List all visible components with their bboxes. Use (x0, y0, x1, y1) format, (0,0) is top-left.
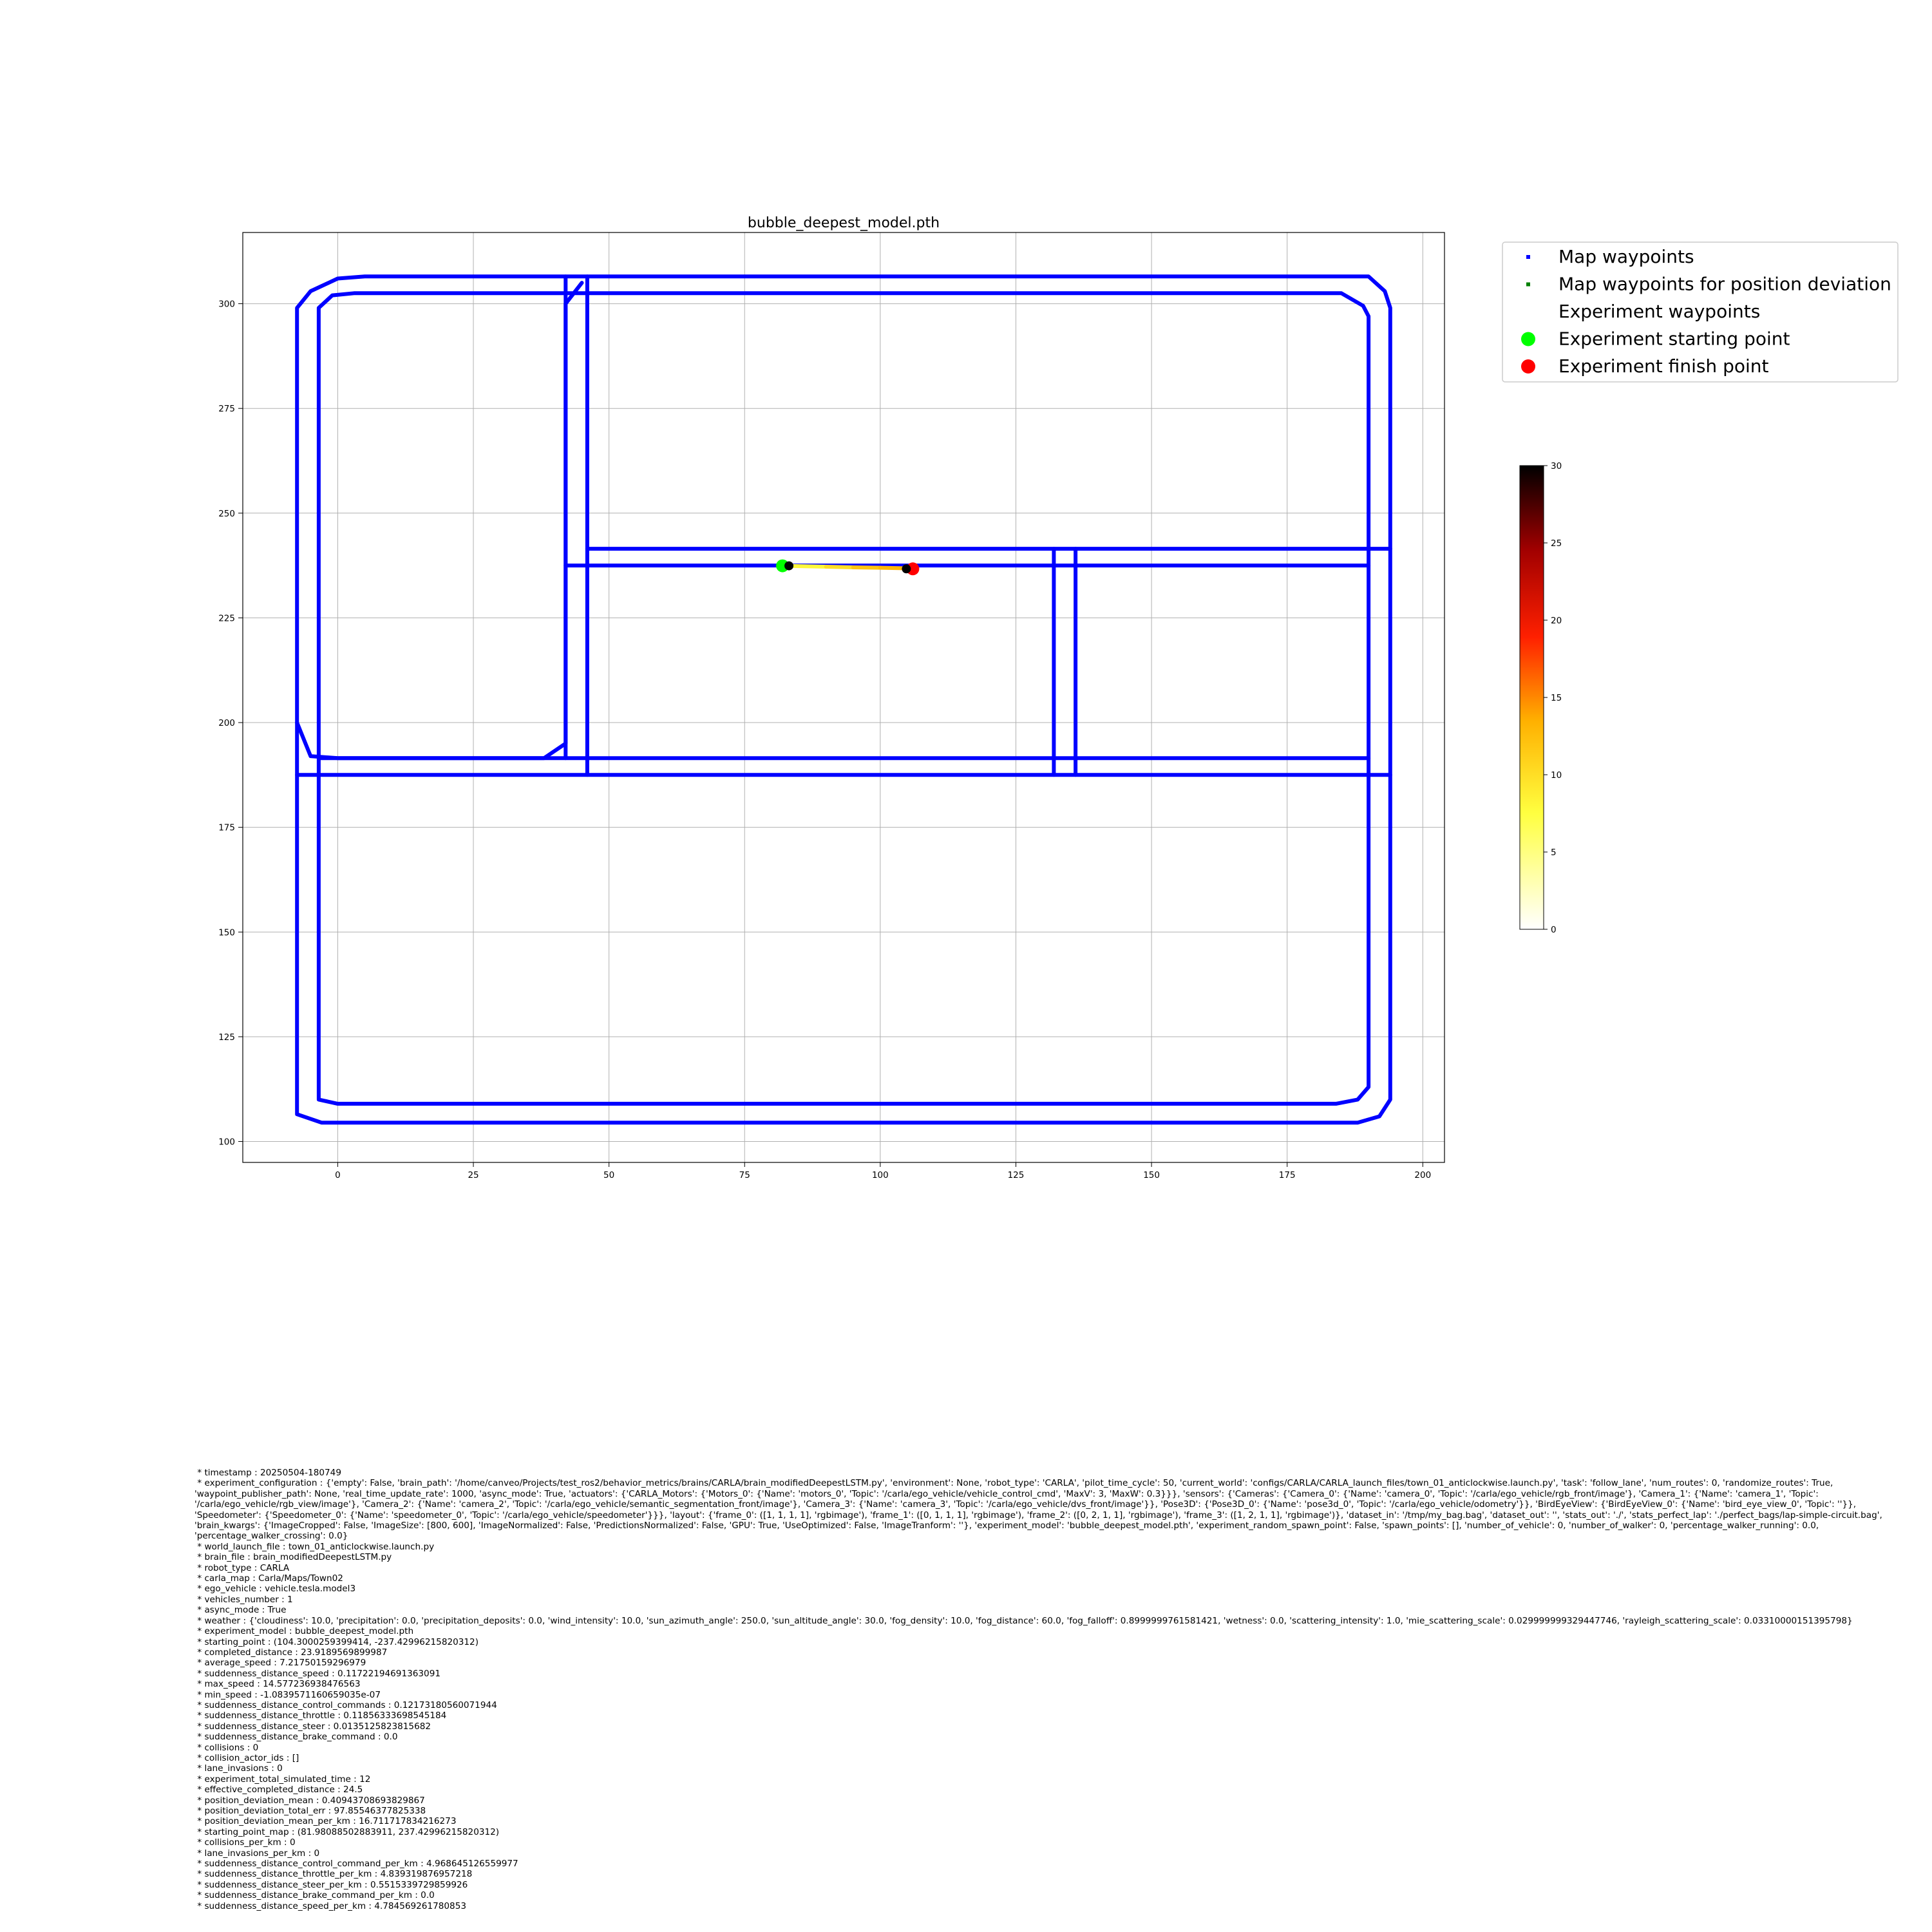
summary-line: * vehicles_number : 1 (194, 1594, 293, 1605)
colorbar-tick-label: 20 (1551, 616, 1562, 626)
colorbar-tick-label: 0 (1551, 925, 1557, 935)
summary-line: * collisions : 0 (194, 1742, 259, 1753)
axis-ticks (218, 299, 1431, 1180)
summary-line: * position_deviation_mean : 0.40943708693829867 (194, 1795, 425, 1806)
summary-line: 'waypoint_publisher_path': None, 'real_time_update_rate': 1000, 'async_mode': True, 'actuators': {'CARLA_Motors': {'Motors_0': {'Name': 'motors_0', 'Topic': '/carla/ego_vehicle/vehicle_control_cmd', 'MaxV': 3, 'MaxW': 0.3}}}, 'sensors': {'Cameras': {'Camera_0': {'Name': 'camera_0', 'Topic': '/carla/ego_vehicle/rgb_front/image'}, 'Camera_1': {'Name': 'camera_1', 'Topic': (194, 1488, 1819, 1499)
colorbar-tick-label: 30 (1551, 461, 1562, 471)
summary-line: * robot_type : CARLA (194, 1562, 290, 1573)
map-waypoints-series (297, 276, 1390, 1122)
x-tick-label: 150 (1143, 1170, 1160, 1180)
summary-line: * brain_file : brain_modifiedDeepestLSTM.py (194, 1552, 392, 1563)
summary-line: * carla_map : Carla/Maps/Town02 (194, 1573, 343, 1584)
colorbar-tick-label: 25 (1551, 538, 1562, 549)
summary-line: * average_speed : 7.21750159296979 (194, 1658, 366, 1669)
y-tick-label: 300 (218, 299, 235, 310)
summary-line: * suddenness_distance_control_commands : 0.12173180560071944 (194, 1700, 497, 1710)
legend-marker (1526, 255, 1530, 259)
y-tick-label: 225 (218, 613, 235, 624)
finish-marker-dot (902, 564, 911, 573)
summary-line: * experiment_model : bubble_deepest_model.pth (194, 1626, 414, 1637)
experiment-path-segment (880, 568, 904, 569)
legend-label: Experiment starting point (1558, 328, 1790, 350)
summary-line: * completed_distance : 23.9189569899987 (194, 1647, 388, 1658)
summary-line: 'brain_kwargs': {'ImageCropped': False, 'ImageSize': [800, 600], 'ImageNormalized': False, 'PredictionsNormalized': False, 'GPU': True, 'UseOptimized': False, 'ImageTranform': ''}, 'experiment_model': 'bubble_deepest_model.pth', 'experiment_random_spawn_point': False, 'spawn_points': [], 'number_of_vehicle': 0, 'number_of_walker': 0, 'percentage_walker_running': 0.0, (194, 1520, 1819, 1531)
legend (1502, 242, 1898, 382)
colorbar-gradient (1520, 466, 1544, 929)
summary-line: '/carla/ego_vehicle/rgb_view/image'}, 'Camera_2': {'Name': 'camera_2', 'Topic': '/carla/ego_vehicle/semantic_segmentation_front/image'}, 'Camera_3': {'Name': 'camera_3', 'Topic': '/carla/ego_vehicle/dvs_front/image'}}, 'Pose3D': {'Pose3D_0': {'Name': 'pose3d_0', 'Topic': '/carla/ego_vehicle/odometry'}}, 'BirdEyeView': {'BirdEyeView_0': {'Name': 'bird_eye_view_0', 'Topic': ''}}, (194, 1499, 1857, 1510)
summary-line: * suddenness_distance_brake_command_per_km : 0.0 (194, 1890, 435, 1901)
colorbar-tick-label: 10 (1551, 770, 1562, 781)
map-lane-outer-ring-inner (319, 293, 1368, 1104)
plot-frame (243, 232, 1444, 1162)
x-tick-label: 200 (1414, 1170, 1432, 1180)
legend-label: Map waypoints for position deviation (1558, 273, 1891, 295)
experiment-path-segment (853, 567, 880, 568)
summary-line: * collision_actor_ids : [] (194, 1752, 299, 1763)
x-tick-label: 75 (739, 1170, 750, 1180)
legend-label: Experiment waypoints (1558, 301, 1761, 322)
y-tick-label: 175 (218, 822, 235, 833)
map-lane-outer-ring-outer (297, 276, 1390, 1122)
x-tick-label: 0 (335, 1170, 341, 1180)
summary-line: * position_deviation_total_err : 97.85546377825338 (194, 1806, 426, 1816)
summary-line: 'percentage_walker_crossing': 0.0} (194, 1531, 348, 1542)
summary-line: * suddenness_distance_control_command_per_km : 4.968645126559977 (194, 1859, 518, 1870)
summary-line: * timestamp : 20250504-180749 (194, 1468, 341, 1478)
summary-line: * suddenness_distance_steer_per_km : 0.5515339729859926 (194, 1879, 468, 1890)
y-tick-label: 250 (218, 508, 235, 519)
experiment-waypoints-series (776, 560, 919, 576)
legend-label: Map waypoints (1558, 246, 1694, 267)
summary-line: * world_launch_file : town_01_anticlockwise.launch.py (194, 1541, 435, 1552)
start-marker-dot (784, 562, 793, 571)
x-tick-label: 175 (1278, 1170, 1296, 1180)
summary-line: * lane_invasions : 0 (194, 1763, 283, 1774)
summary-line: * suddenness_distance_speed_per_km : 4.784569261780853 (194, 1900, 466, 1911)
summary-line: * suddenness_distance_speed : 0.11722194691363091 (194, 1668, 440, 1679)
colorbar-tick-label: 15 (1551, 693, 1562, 703)
summary-line: * lane_invasions_per_km : 0 (194, 1848, 320, 1859)
summary-line: * max_speed : 14.577236938476563 (194, 1679, 361, 1690)
grid-lines (243, 232, 1444, 1162)
summary-line: * experiment_configuration : {'empty': False, 'brain_path': '/home/canveo/Projects/test_ros2/behavior_metrics/brains/CARLA/brain_modifiedDeepestLSTM.py', 'environment': None, 'robot_type': 'CARLA', 'pilot_time_cycle': 50, 'current_world': 'configs/CARLA/CARLA_launch_files/town_01_anticlockwise.launch.py', 'task': 'follow_lane', 'num_routes': 0, 'randomize_routes': True, (194, 1478, 1833, 1489)
summary-line: * async_mode : True (194, 1605, 287, 1616)
summary-line: * experiment_total_simulated_time : 12 (194, 1774, 371, 1785)
summary-line: * effective_completed_distance : 24.5 (194, 1785, 363, 1795)
x-tick-label: 100 (871, 1170, 889, 1180)
colorbar-tick-label: 5 (1551, 848, 1557, 858)
chart-title: bubble_deepest_model.pth (747, 215, 940, 231)
y-tick-label: 150 (218, 927, 235, 938)
summary-line: * suddenness_distance_brake_command : 0.0 (194, 1732, 398, 1743)
summary-line: * suddenness_distance_throttle_per_km : 4.839319876957218 (194, 1869, 473, 1880)
summary-line: * starting_point : (104.3000259399414, -237.42996215820312) (194, 1636, 479, 1647)
x-tick-label: 125 (1007, 1170, 1025, 1180)
summary-line: * collisions_per_km : 0 (194, 1837, 296, 1848)
y-tick-label: 100 (218, 1137, 235, 1148)
x-tick-label: 25 (468, 1170, 479, 1180)
summary-line: 'Speedometer': {'Speedometer_0': {'Name': 'speedometer_0', 'Topic': '/carla/ego_vehicle/speedometer'}}}, 'layout': {'frame_0': ([1, 1, 1, 1], 'rgbimage'), 'frame_1': ([0, 1, 1, 1], 'rgbimage'), 'frame_2': ([0, 2, 1, 1], 'rgbimage'), 'frame_3': ([1, 2, 1, 1], 'rgbimage')}, 'dataset_in': '/tmp/my_bag.bag', 'dataset_out': '', 'stats_out': './', 'stats_perfect_lap': './perfect_bags/lap-simple-circuit.bag', (194, 1510, 1882, 1520)
summary-line: * starting_point_map : (81.98088502883911, 237.42996215820312) (194, 1826, 500, 1837)
y-tick-label: 125 (218, 1032, 235, 1043)
summary-line: * suddenness_distance_steer : 0.0135125823815682 (194, 1721, 431, 1732)
legend-marker (1521, 332, 1535, 346)
summary-line: * position_deviation_mean_per_km : 16.711717834216273 (194, 1816, 457, 1827)
experiment-summary (194, 1468, 1920, 1911)
legend-marker (1521, 359, 1535, 374)
legend-label: Experiment finish point (1558, 355, 1769, 377)
colorbar (1520, 461, 1562, 935)
summary-line: * min_speed : -1.0839571160659035e-07 (194, 1689, 381, 1700)
legend-marker (1526, 283, 1530, 287)
x-tick-label: 50 (603, 1170, 615, 1180)
summary-line: * weather : {'cloudiness': 10.0, 'precipitation': 0.0, 'precipitation_deposits': 0.0, 'wind_intensity': 10.0, 'sun_azimuth_angle': 250.0, 'sun_altitude_angle': 30.0, 'fog_density': 10.0, 'fog_distance': 60.0, 'fog_falloff': 0.8999999761581421, 'wetness': 0.0, 'scattering_intensity': 1.0, 'mie_scattering_scale': 0.029999999329447746, 'rayleigh_scattering_scale': 0.03310000151395798} (194, 1615, 1853, 1626)
y-tick-label: 275 (218, 404, 235, 415)
y-tick-label: 200 (218, 718, 235, 729)
map-lane-upper-left-block-outer (297, 283, 582, 758)
experiment-path-segment (788, 566, 826, 567)
summary-line: * suddenness_distance_throttle : 0.11856333698545184 (194, 1710, 447, 1721)
summary-line: * ego_vehicle : vehicle.tesla.model3 (194, 1584, 356, 1595)
